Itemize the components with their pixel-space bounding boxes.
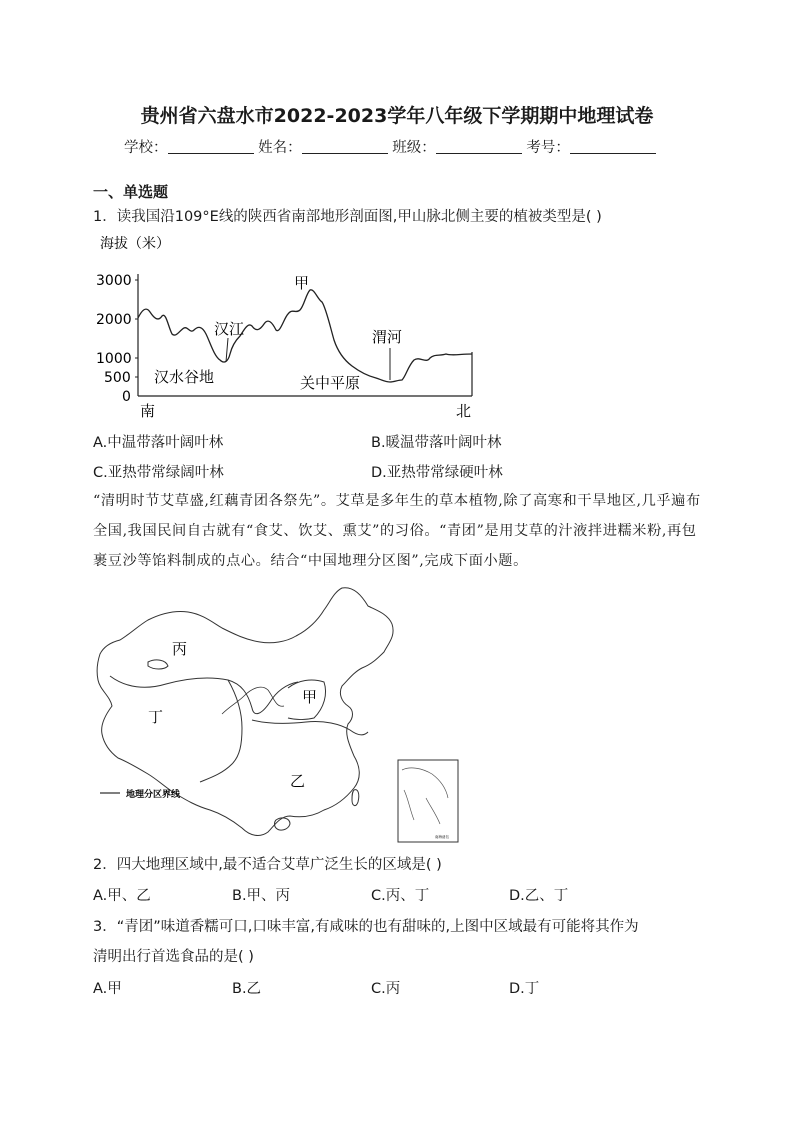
exam-number-blank[interactable] bbox=[570, 139, 656, 154]
region-jia: 甲 bbox=[302, 688, 318, 706]
q2-option-d[interactable]: D.乙、丁 bbox=[509, 888, 569, 904]
section-title: 一、单选题 bbox=[93, 183, 169, 201]
class-blank[interactable] bbox=[436, 139, 522, 154]
question-1-stem: 1．读我国沿109°E线的陕西省南部地形剖面图,甲山脉北侧主要的植被类型是( ) bbox=[93, 209, 602, 225]
label-weihe: 渭河 bbox=[372, 328, 403, 346]
passage-text: “清明时节艾草盛,红藕青团各祭先”。艾草是多年生的草本植物,除了高寒和干旱地区,几乎遍布全国,我国民间自古就有“食艾、饮艾、熏艾”的习俗。“青团”是用艾草的汁液拌进糯米粉,再包裹豆沙等馅料制成的点心。结合“中国地理分区图”,完成下面小题。 bbox=[93, 493, 701, 569]
school-blank[interactable] bbox=[168, 139, 254, 154]
ytick-1000: 1000 bbox=[96, 351, 132, 367]
inset-label: 南海诸岛 bbox=[435, 835, 449, 839]
q1-option-b[interactable]: B.暖温带落叶阔叶林 bbox=[371, 435, 502, 451]
china-regions-map bbox=[92, 584, 472, 846]
south-china-sea-inset bbox=[398, 760, 458, 842]
terrain-profile-figure bbox=[90, 230, 490, 422]
ytick-3000: 3000 bbox=[96, 273, 132, 289]
region-yi: 乙 bbox=[290, 772, 306, 790]
student-info-row bbox=[124, 136, 684, 157]
q3-option-b[interactable]: B.乙 bbox=[232, 981, 262, 997]
label-hanshui: 汉水谷地 bbox=[154, 368, 215, 386]
ytick-0: 0 bbox=[122, 389, 131, 405]
q3-option-a[interactable]: A.甲 bbox=[93, 981, 122, 997]
inset-coastline bbox=[402, 768, 448, 824]
q1-option-a[interactable]: A.中温带落叶阔叶林 bbox=[93, 435, 224, 451]
school-label: 学校： bbox=[124, 140, 168, 156]
name-label: 姓名： bbox=[258, 140, 302, 156]
q2-option-a[interactable]: A.甲、乙 bbox=[93, 888, 151, 904]
taiwan-island bbox=[352, 790, 359, 806]
label-hanjiang: 汉江 bbox=[214, 320, 245, 338]
ytick-2000: 2000 bbox=[96, 312, 132, 328]
q2-option-b[interactable]: B.甲、丙 bbox=[232, 888, 291, 904]
lake-qinghai bbox=[148, 660, 168, 669]
ytick-500: 500 bbox=[104, 370, 131, 386]
exam-number-label: 考号： bbox=[526, 140, 570, 156]
boundary-north-south bbox=[252, 720, 368, 735]
boundary-tibet-east bbox=[200, 680, 242, 782]
hainan-island bbox=[275, 818, 291, 830]
region-ding: 丁 bbox=[148, 708, 164, 726]
class-label: 班级： bbox=[392, 140, 436, 156]
label-guanzhong: 关中平原 bbox=[300, 374, 361, 392]
label-jia: 甲 bbox=[294, 274, 310, 292]
boundary-north-west bbox=[110, 676, 298, 714]
question-3-stem-line2: 清明出行首选食品的是( ) bbox=[93, 949, 254, 965]
label-north: 北 bbox=[456, 402, 472, 420]
name-blank[interactable] bbox=[302, 139, 388, 154]
q3-option-c[interactable]: C.丙 bbox=[371, 981, 401, 997]
q1-option-c[interactable]: C.亚热带常绿阔叶林 bbox=[93, 465, 224, 481]
legend-label: 地理分区界线 bbox=[126, 790, 181, 800]
question-3-stem-line1: 3．“青团”味道香糯可口,口味丰富,有咸味的也有甜味的,上图中区域最有可能将其作为 bbox=[93, 919, 639, 935]
region-bing: 丙 bbox=[172, 640, 188, 658]
label-south: 南 bbox=[140, 402, 156, 420]
q3-option-d[interactable]: D.丁 bbox=[509, 981, 540, 997]
q2-option-c[interactable]: C.丙、丁 bbox=[371, 888, 430, 904]
exam-title: 贵州省六盘水市2022-2023学年八年级下学期期中地理试卷 bbox=[140, 105, 654, 127]
question-2-stem: 2．四大地理区域中,最不适合艾草广泛生长的区域是( ) bbox=[93, 857, 442, 873]
profile-ylabel: 海拔（米） bbox=[100, 236, 170, 252]
q1-option-d[interactable]: D.亚热带常绿硬叶林 bbox=[371, 465, 503, 481]
